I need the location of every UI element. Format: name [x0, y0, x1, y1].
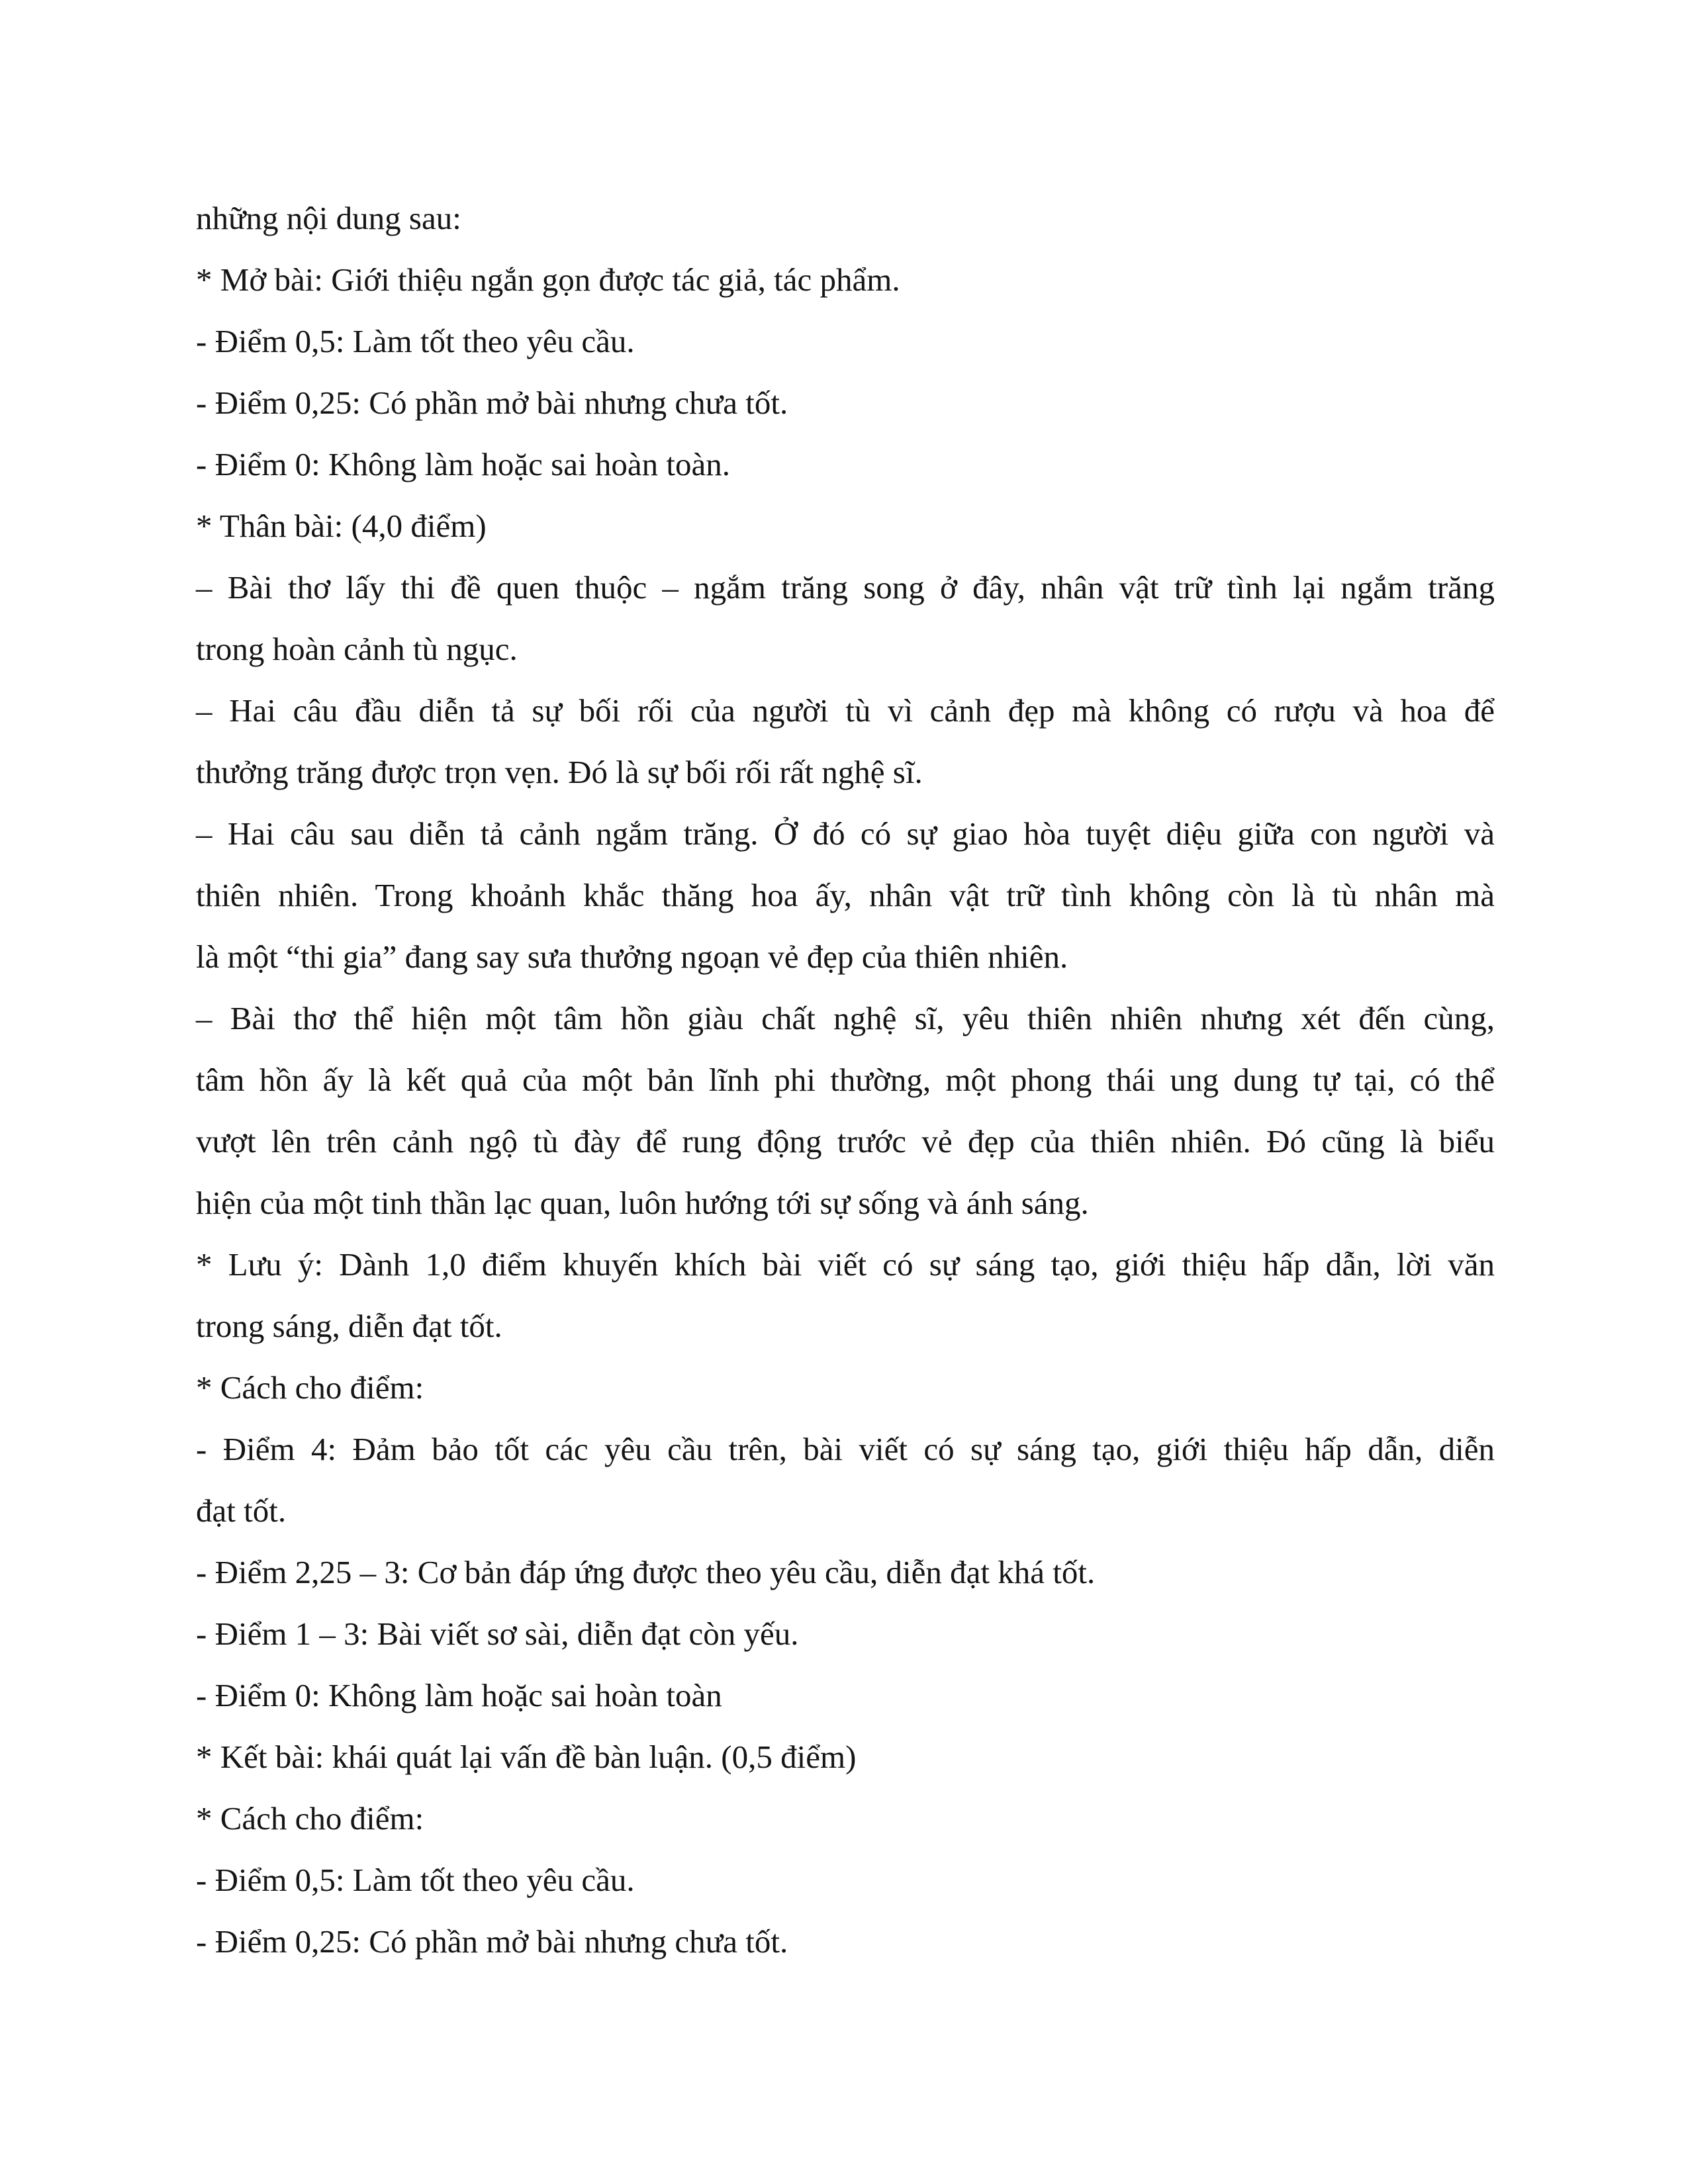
text-line: * Thân bài: (4,0 điểm) [196, 508, 487, 544]
text-line: - Điểm 0,25: Có phần mở bài nhưng chưa tốt. [196, 1923, 788, 1960]
text-line: - Điểm 2,25 – 3: Cơ bản đáp ứng được theo yêu cầu, diễn đạt khá tốt. [196, 1554, 1096, 1590]
text-line: thiên nhiên. Trong khoảnh khắc thăng hoa ấy, nhân vật trữ tình không còn là tù nhân mà [196, 877, 1495, 913]
text-line: – Hai câu sau diễn tả cảnh ngắm trăng. Ở đó có sự giao hòa tuyệt diệu giữa con người và [196, 815, 1495, 852]
text-line: - Điểm 0: Không làm hoặc sai hoàn toàn [196, 1677, 722, 1713]
text-line: hiện của một tinh thần lạc quan, luôn hướng tới sự sống và ánh sáng. [196, 1185, 1089, 1221]
text-line: vượt lên trên cảnh ngộ tù đày để rung động trước vẻ đẹp của thiên nhiên. Đó cũng là biểu [196, 1123, 1495, 1160]
text-line: - Điểm 4: Đảm bảo tốt các yêu cầu trên, bài viết có sự sáng tạo, giới thiệu hấp dẫn, diễn [196, 1431, 1495, 1467]
text-line: những nội dung sau: [196, 200, 461, 236]
document-body [196, 187, 1495, 1972]
text-line: – Bài thơ lấy thi đề quen thuộc – ngắm trăng song ở đây, nhân vật trữ tình lại ngắm trăng [196, 569, 1495, 606]
text-line: đạt tốt. [196, 1492, 287, 1529]
text-line: - Điểm 0,5: Làm tốt theo yêu cầu. [196, 1862, 635, 1898]
text-line: * Kết bài: khái quát lại vấn đề bàn luận. (0,5 điểm) [196, 1739, 857, 1775]
text-line: - Điểm 0,25: Có phần mở bài nhưng chưa tốt. [196, 385, 788, 421]
text-line: * Lưu ý: Dành 1,0 điểm khuyến khích bài viết có sự sáng tạo, giới thiệu hấp dẫn, lời văn [196, 1246, 1495, 1283]
text-line: – Hai câu đầu diễn tả sự bối rối của người tù vì cảnh đẹp mà không có rượu và hoa để [196, 692, 1495, 729]
text-line: trong hoàn cảnh tù ngục. [196, 631, 518, 667]
text-line: – Bài thơ thể hiện một tâm hồn giàu chất nghệ sĩ, yêu thiên nhiên nhưng xét đến cùng, [196, 1000, 1495, 1036]
text-line: - Điểm 0: Không làm hoặc sai hoàn toàn. [196, 446, 730, 482]
text-line: thưởng trăng được trọn vẹn. Đó là sự bối rối rất nghệ sĩ. [196, 754, 923, 790]
text-line: * Cách cho điểm: [196, 1800, 424, 1837]
text-line: - Điểm 1 – 3: Bài viết sơ sài, diễn đạt còn yếu. [196, 1615, 799, 1652]
text-line: tâm hồn ấy là kết quả của một bản lĩnh phi thường, một phong thái ung dung tự tại, có thể [196, 1062, 1495, 1098]
text-line: trong sáng, diễn đạt tốt. [196, 1308, 502, 1344]
text-line: là một “thi gia” đang say sưa thưởng ngoạn vẻ đẹp của thiên nhiên. [196, 938, 1068, 975]
text-line: * Cách cho điểm: [196, 1369, 424, 1406]
text-line: * Mở bài: Giới thiệu ngắn gọn được tác giả, tác phẩm. [196, 261, 900, 298]
text-line: - Điểm 0,5: Làm tốt theo yêu cầu. [196, 323, 635, 359]
